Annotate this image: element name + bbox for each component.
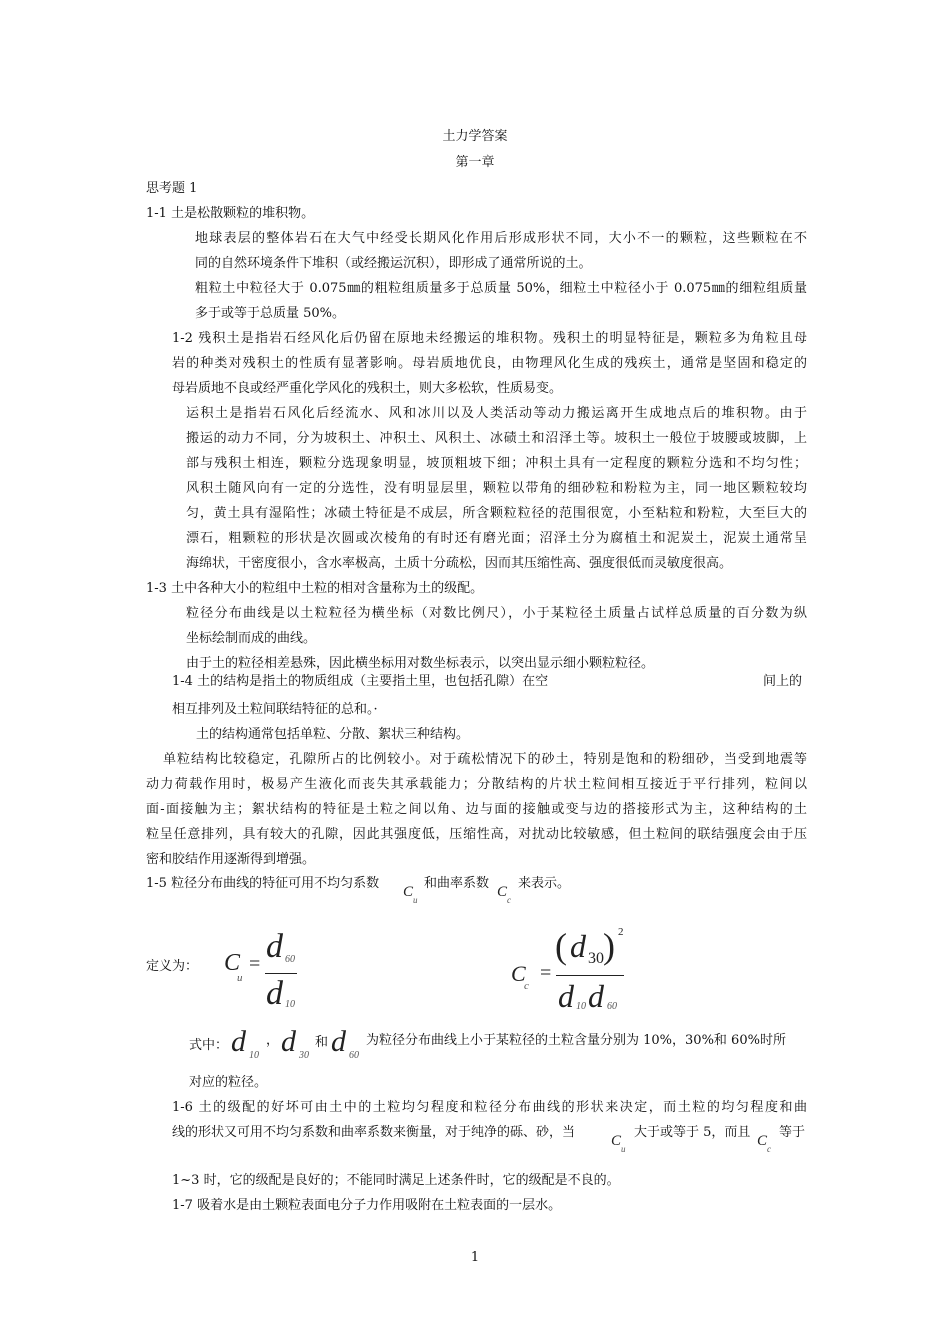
q1-5-head-a: 1-5 粒径分布曲线的特征可用不均匀系数 xyxy=(146,876,380,891)
cu-num-d: d xyxy=(266,928,283,965)
q1-6-line1: 1-6 土的级配的好坏可由土中的土粒均匀程度和粒径分布曲线的形状来决定，而土粒的均匀程度和曲 xyxy=(172,1100,807,1115)
q1-6-cc-sub: c xyxy=(767,1144,771,1154)
where-d30: d xyxy=(281,1025,296,1058)
cc-exponent: 2 xyxy=(618,926,624,938)
doc-title: 土力学答案 xyxy=(442,129,508,144)
where-d60: d xyxy=(331,1025,346,1058)
cc-formula-equals: = xyxy=(540,962,552,984)
cc-symbol: C xyxy=(497,884,508,900)
q1-2-para2-line: 风积土随风向有一定的分选性，没有明显层里，颗粒以带角的细砂粒和粉粒为主，同一地区颗粒较均 xyxy=(186,481,807,496)
where-sep2: 和 xyxy=(315,1035,329,1050)
q1-5-head-c: 来表示。 xyxy=(518,876,571,891)
q1-3-line: 粒径分布曲线是以土粒粒径为横坐标（对数比例尺），小于某粒径土质量占试样总质量的百分数为纵 xyxy=(186,606,807,621)
q1-4-head-left: 1-4 土的结构是指土的物质组成（主要指土里，也包括孔隙）在空 xyxy=(172,674,549,689)
q1-6-line2-c: 等于 xyxy=(779,1125,806,1140)
q1-6-line2-b: 大于或等于 5，而且 xyxy=(634,1125,751,1140)
cc-num-sub: 30 xyxy=(588,950,604,967)
cc-den-d1: d xyxy=(558,978,574,1014)
cc-fraction-bar xyxy=(556,975,624,976)
cu-formula-C: C xyxy=(224,950,241,976)
where-d10: d xyxy=(231,1025,246,1058)
q1-6-cu-sub: u xyxy=(621,1144,626,1154)
q1-6-cc: C xyxy=(757,1133,768,1149)
cc-right-paren: ) xyxy=(603,926,615,966)
q1-6-line2-a: 线的形状又可用不均匀系数和曲率系数来衡量，对于纯净的砾、砂，当 xyxy=(172,1125,576,1140)
q1-2-para2-line: 匀，黄土具有湿陷性；冰碛土特征是不成层，所含颗粒粒径的范围很宽，小至粘粒和粉粒，大至巨大的 xyxy=(186,506,807,521)
cc-formula-sub: c xyxy=(524,980,529,992)
q1-6-line3: 1~3 时，它的级配是良好的；不能同时满足上述条件时，它的级配是不良的。 xyxy=(172,1173,620,1188)
q1-2-para2-line: 部与残积土相连，颗粒分选现象明显，坡顶粗坡下细；冲积土具有一定程度的颗粒分选和不均匀性； xyxy=(186,456,807,471)
page-number: 1 xyxy=(470,1250,480,1265)
q1-2-line: 1-2 残积土是指岩石经风化后仍留在原地未经搬运的堆积物。残积土的明显特征是，颗粒多为角粒且母 xyxy=(172,331,807,346)
q1-4-para-line: 单粒结构比较稳定，孔隙所占的比例较小。对于疏松情况下的砂土，特别是饱和的粉细砂，当受到地震等 xyxy=(163,752,807,767)
q1-3-line: 由于土的粒径相差悬殊，因此横坐标用对数坐标表示，以突出显示细小颗粒粒径。 xyxy=(186,656,655,671)
q1-6-cu: C xyxy=(611,1133,622,1149)
where-sep1: ， xyxy=(266,1033,280,1048)
q1-2-para2-line: 漂石，粗颗粒的形状是次圆或次棱角的有时还有磨光面；沼泽土分为腐植土和泥炭土，泥炭土通常呈 xyxy=(186,531,807,546)
cu-subscript: u xyxy=(413,895,418,905)
q1-1-line: 粗粒土中粒径大于 0.075㎜的粗粒组质量多于总质量 50%，细粒土中粒径小于 0.075㎜的细粒组质量 xyxy=(195,281,807,296)
q1-4-head-right: 间上的 xyxy=(763,674,803,689)
q1-3-head: 1-3 土中各种大小的粒组中土粒的相对含量称为土的级配。 xyxy=(146,581,484,596)
q1-1-line: 地球表层的整体岩石在大气中经受长期风化作用后形成形状不同，大小不一的颗粒，这些颗粒在不 xyxy=(195,231,807,246)
where-line2: 对应的粒径。 xyxy=(189,1075,268,1090)
cc-num-d: d xyxy=(570,928,586,964)
q1-1-head: 1-1 土是松散颗粒的堆积物。 xyxy=(146,206,315,221)
q1-2-para2-line: 海绵状，干密度很小，含水率极高，土质十分疏松，因而其压缩性高、强度很低而灵敏度很高。 xyxy=(186,556,733,571)
q1-3-line: 坐标绘制而成的曲线。 xyxy=(186,631,317,646)
q1-2-para2-line: 搬运的动力不同，分为坡积土、冲积土、风积土、冰碛土和沼泽土等。坡积土一般位于坡腰或坡脚，上 xyxy=(186,431,807,446)
where-tail: 为粒径分布曲线上小于某粒径的土粒含量分别为 10%，30%和 60%时所 xyxy=(366,1033,786,1048)
q1-2-line: 岩的种类对残积土的性质有显著影响。母岩质地优良，由物理风化生成的残疾土，通常是坚固和稳定的 xyxy=(172,356,807,371)
cc-den-d2: d xyxy=(588,978,604,1014)
cu-num-sub: 60 xyxy=(285,954,295,965)
cc-den-sub2: 60 xyxy=(607,1001,617,1012)
q1-4-line: 土的结构通常包括单粒、分散、絮状三种结构。 xyxy=(196,727,470,742)
where-label: 式中： xyxy=(189,1038,229,1053)
q1-7-line1: 1-7 吸着水是由土颗粒表面电分子力作用吸附在土粒表面的一层水。 xyxy=(172,1198,562,1213)
q1-4-para-line: 粒呈任意排列，具有较大的孔隙，因此其强度低，压缩性高，对扰动比较敏感，但土粒间的联结强度会由于压 xyxy=(146,827,807,842)
q1-4-para-line: 密和胶结作用逐渐得到增强。 xyxy=(146,852,316,867)
cc-left-paren: ( xyxy=(555,926,567,966)
q1-4-para-line: 动力荷载作用时，极易产生液化而丧失其承载能力；分散结构的片状土粒间相互接近于平行排列，粒间以 xyxy=(146,777,807,792)
where-d30-sub: 30 xyxy=(299,1050,309,1061)
q1-5-head-b: 和曲率系数 xyxy=(424,876,490,891)
cu-formula-sub: u xyxy=(237,972,243,984)
cc-subscript: c xyxy=(507,895,511,905)
q1-4-line: 相互排列及土粒间联结特征的总和。· xyxy=(172,702,378,717)
section-heading: 思考题 1 xyxy=(146,181,198,196)
q1-2-line: 母岩质地不良或经严重化学风化的残积土，则大多松软，性质易变。 xyxy=(172,381,563,396)
cu-symbol: C xyxy=(403,884,414,900)
q1-1-line: 多于或等于总质量 50%。 xyxy=(195,306,346,321)
chapter-heading: 第一章 xyxy=(455,155,495,170)
q1-1-line: 同的自然环境条件下堆积（或经搬运沉积），即形成了通常所说的土。 xyxy=(195,256,592,271)
cu-den-d: d xyxy=(266,975,283,1012)
cc-formula-C: C xyxy=(511,961,526,986)
q1-2-para2-line: 运积土是指岩石风化后经流水、风和冰川以及人类活动等动力搬运离开生成地点后的堆积物。由于 xyxy=(186,406,807,421)
where-d60-sub: 60 xyxy=(349,1050,359,1061)
q1-4-para-line: 面-面接触为主；絮状结构的特征是土粒之间以角、边与面的接触或变与边的搭接形式为主，这种结构的土 xyxy=(146,802,807,817)
cu-fraction-bar xyxy=(265,973,297,974)
cc-den-sub1: 10 xyxy=(576,1001,586,1012)
cu-den-sub: 10 xyxy=(285,999,295,1010)
definition-label: 定义为： xyxy=(146,959,199,974)
where-d10-sub: 10 xyxy=(249,1050,259,1061)
cu-formula-equals: = xyxy=(249,953,261,975)
